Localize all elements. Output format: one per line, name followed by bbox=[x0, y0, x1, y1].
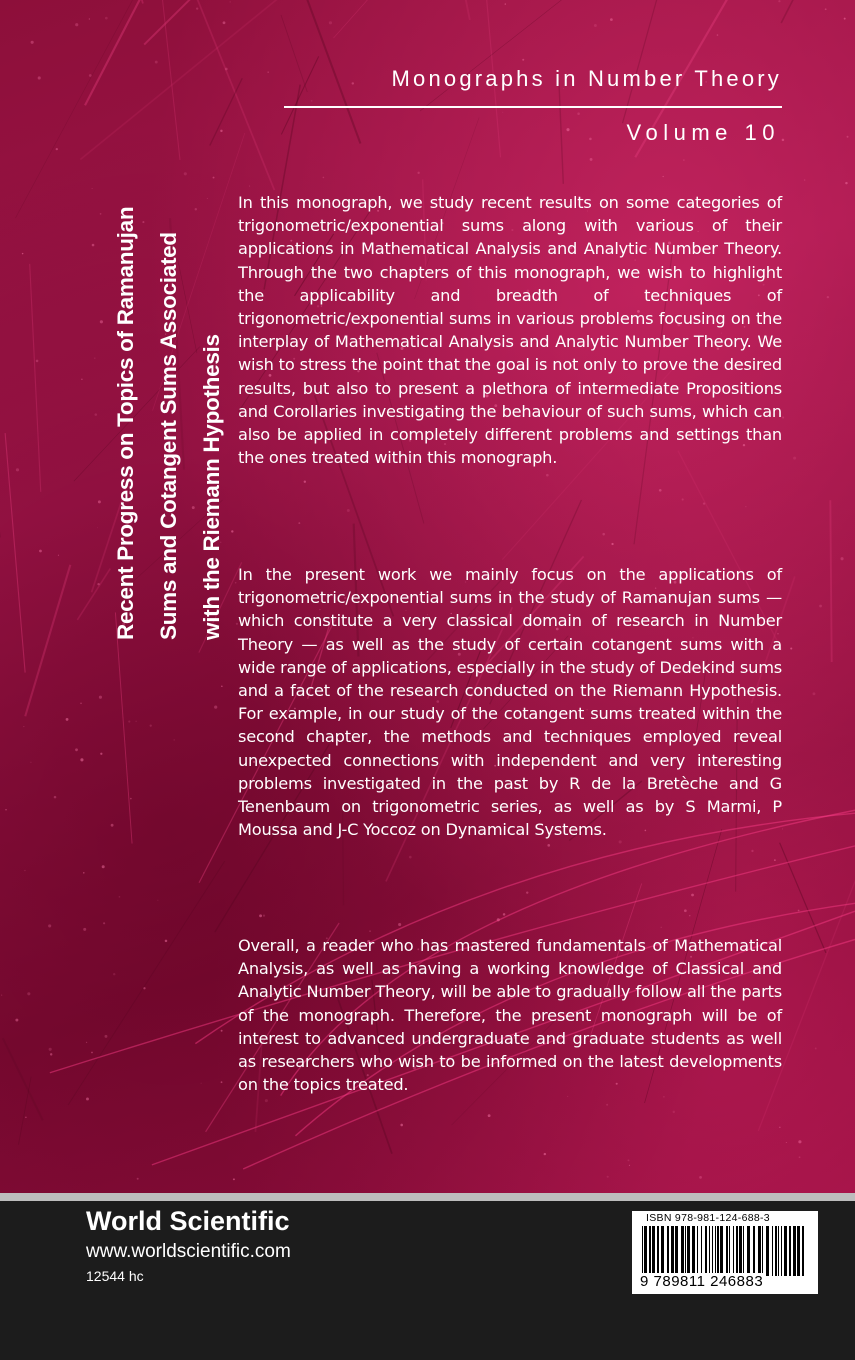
barcode-bar bbox=[784, 1226, 787, 1276]
barcode-bar bbox=[781, 1226, 782, 1276]
texture-speckle bbox=[220, 130, 222, 132]
texture-speckle bbox=[265, 1099, 268, 1102]
texture-speckle bbox=[813, 692, 816, 695]
texture-speckle bbox=[546, 474, 549, 477]
volume-number: Volume 10 bbox=[626, 120, 780, 145]
texture-speckle bbox=[58, 555, 59, 556]
texture-speckle bbox=[717, 34, 719, 36]
texture-speckle bbox=[113, 973, 115, 975]
barcode-bar bbox=[802, 1226, 804, 1276]
texture-streak bbox=[80, 0, 277, 160]
texture-speckle bbox=[663, 1096, 664, 1097]
barcode-bar bbox=[797, 1226, 800, 1276]
texture-speckle bbox=[75, 748, 78, 751]
texture-speckle bbox=[398, 923, 401, 926]
texture-speckle bbox=[544, 1153, 546, 1155]
texture-speckle bbox=[304, 481, 306, 483]
texture-speckle bbox=[825, 8, 827, 10]
texture-speckle bbox=[602, 533, 605, 536]
texture-speckle bbox=[628, 1159, 630, 1161]
texture-speckle bbox=[49, 1048, 52, 1051]
texture-speckle bbox=[577, 112, 580, 115]
texture-speckle bbox=[259, 914, 262, 917]
barcode-bar bbox=[793, 1226, 796, 1276]
barcode-bar bbox=[675, 1226, 678, 1276]
barcode-bar bbox=[671, 1226, 674, 1276]
texture-speckle bbox=[369, 930, 370, 931]
texture-speckle bbox=[54, 796, 57, 799]
texture-speckle bbox=[23, 726, 24, 727]
texture-speckle bbox=[526, 891, 528, 893]
barcode-bar bbox=[789, 1226, 791, 1276]
texture-speckle bbox=[819, 605, 822, 608]
texture-speckle bbox=[97, 527, 98, 528]
barcode-bar bbox=[739, 1226, 742, 1276]
barcode-bars bbox=[640, 1226, 810, 1276]
texture-speckle bbox=[92, 244, 95, 247]
texture-speckle bbox=[111, 824, 114, 827]
texture-speckle bbox=[105, 17, 108, 20]
texture-speckle bbox=[505, 3, 506, 4]
texture-speckle bbox=[81, 379, 83, 381]
barcode-bar bbox=[747, 1226, 750, 1276]
texture-speckle bbox=[263, 915, 265, 917]
barcode-bar bbox=[753, 1226, 755, 1276]
barcode-bar bbox=[729, 1226, 730, 1276]
texture-speckle bbox=[400, 1124, 403, 1127]
barcode-bar bbox=[667, 1226, 669, 1276]
barcode-bar bbox=[709, 1226, 710, 1276]
barcode-bar bbox=[701, 1226, 702, 1276]
texture-speckle bbox=[97, 583, 99, 585]
texture-speckle bbox=[16, 468, 19, 471]
barcode-bar bbox=[661, 1226, 664, 1276]
texture-streak bbox=[210, 78, 242, 145]
texture-speckle bbox=[547, 844, 550, 847]
texture-speckle bbox=[223, 21, 226, 24]
texture-speckle bbox=[235, 582, 237, 584]
texture-speckle bbox=[25, 1117, 26, 1118]
barcode-bar bbox=[772, 1226, 773, 1276]
texture-speckle bbox=[100, 320, 103, 323]
barcode-bar bbox=[766, 1226, 769, 1276]
barcode-bar bbox=[743, 1226, 744, 1276]
texture-speckle bbox=[522, 59, 524, 61]
texture-speckle bbox=[214, 706, 217, 709]
texture-speckle bbox=[100, 753, 102, 755]
series-divider bbox=[284, 106, 782, 108]
texture-speckle bbox=[119, 896, 121, 898]
isbn-label: ISBN 978-981-124-688-3 bbox=[646, 1212, 770, 1224]
texture-speckle bbox=[86, 1042, 87, 1043]
barcode-bar bbox=[717, 1226, 719, 1276]
texture-speckle bbox=[24, 870, 25, 871]
texture-speckle bbox=[799, 1156, 801, 1158]
barcode-bar bbox=[715, 1226, 716, 1276]
texture-streak bbox=[623, 0, 692, 123]
texture-speckle bbox=[778, 0, 780, 2]
texture-speckle bbox=[157, 900, 158, 901]
texture-speckle bbox=[847, 136, 849, 138]
book-title-line-2: Sums and Cotangent Sums Associated bbox=[156, 232, 181, 640]
texture-speckle bbox=[50, 1053, 52, 1055]
texture-speckle bbox=[201, 1083, 202, 1084]
barcode-bar bbox=[758, 1226, 761, 1276]
texture-speckle bbox=[196, 7, 198, 9]
barcode-bar bbox=[712, 1226, 713, 1276]
texture-streak bbox=[436, 0, 469, 20]
texture-speckle bbox=[233, 1178, 235, 1180]
texture-speckle bbox=[89, 74, 92, 77]
blurb-paragraph-2: In the present work we mainly focus on the applications of trigonometric/exponential sums in the study of Ramanujan sums — which constitute a very classical domain of research in Number Theory — as well as the study of certain cotangent sums with a wide range of applications, especially in the study of Dedekind sums and a facet of the research conducted on the Riemann Hypothesis. For example, in our study of the cotangent sums treated within the second chapter, the methods and techniques employed reveal unexpected connections with independent and very interesting problems investigated in the past by R de la Bretèche and G Tenenbaum on trigonometric series, as well as by S Marmi, P Moussa and J-C Yoccoz on Dynamical Systems. bbox=[238, 565, 782, 840]
texture-streak bbox=[3, 1038, 43, 1120]
texture-speckle bbox=[417, 172, 419, 174]
book-title-line-3: with the Riemann Hypothesis bbox=[199, 334, 224, 640]
barcode-bar bbox=[681, 1226, 684, 1276]
texture-speckle bbox=[155, 61, 158, 64]
texture-speckle bbox=[329, 21, 332, 24]
texture-speckle bbox=[311, 100, 313, 102]
series-title: Monographs in Number Theory bbox=[391, 66, 782, 91]
texture-speckle bbox=[221, 1081, 223, 1083]
barcode-bar bbox=[649, 1226, 651, 1276]
texture-speckle bbox=[779, 1127, 780, 1128]
texture-speckle bbox=[102, 865, 105, 868]
texture-speckle bbox=[174, 739, 175, 740]
barcode-bar bbox=[692, 1226, 695, 1276]
texture-speckle bbox=[22, 253, 23, 254]
texture-speckle bbox=[782, 829, 783, 830]
texture-speckle bbox=[95, 413, 98, 416]
texture-streak bbox=[68, 861, 225, 1105]
texture-speckle bbox=[745, 506, 746, 507]
barcode-bar bbox=[726, 1226, 728, 1276]
texture-speckle bbox=[100, 213, 102, 215]
texture-streak bbox=[157, 0, 180, 160]
texture-speckle bbox=[594, 24, 597, 27]
texture-speckle bbox=[607, 1176, 609, 1178]
texture-speckle bbox=[503, 913, 506, 916]
texture-speckle bbox=[774, 859, 776, 861]
blurb-paragraph-1: In this monograph, we study recent results on some categories of trigonometric/exponential sums along with various of their applications in Mathematical Analysis and Analytic Number Theory. Through the two chapters of this monograph, we wish to highlight the applicability and breadth of techniques of trigonometric/exponential sums in various problems focusing on the interplay of Mathematical Analysis and Analytic Number Theory. We wish to stress the point that the goal is not only to prove the desired results, but also to present a plethora of intermediate Propositions and Corollaries investigating the behaviour of such sums, which can also be applied in completely different problems and settings than the ones treated within this monograph. bbox=[238, 193, 782, 468]
barcode bbox=[632, 1211, 818, 1294]
texture-speckle bbox=[268, 71, 269, 72]
texture-speckle bbox=[793, 457, 796, 460]
texture-speckle bbox=[691, 894, 694, 897]
blurb-paragraph-3: Overall, a reader who has mastered fundamentals of Mathematical Analysis, as well as having a working knowledge of Classical and Analytic Number Theory, will be able to gradually follow all the parts of the monograph. Therefore, the present monograph will be of interest to advanced undergraduate and graduate students as well as researchers who wish to be informed on the latest developments on the topics treated. bbox=[238, 936, 782, 1095]
texture-speckle bbox=[611, 543, 613, 545]
texture-speckle bbox=[249, 186, 250, 187]
texture-speckle bbox=[165, 940, 168, 943]
texture-speckle bbox=[790, 647, 792, 649]
barcode-bar bbox=[762, 1226, 763, 1276]
texture-speckle bbox=[409, 856, 412, 859]
texture-speckle bbox=[83, 928, 86, 931]
product-code: 12544 hc bbox=[86, 1268, 144, 1284]
texture-speckle bbox=[128, 720, 130, 722]
barcode-bar bbox=[736, 1226, 738, 1276]
texture-speckle bbox=[606, 1104, 608, 1106]
texture-speckle bbox=[663, 176, 664, 177]
texture-speckle bbox=[221, 685, 223, 687]
texture-speckle bbox=[230, 1, 231, 2]
texture-speckle bbox=[844, 18, 846, 20]
texture-speckle bbox=[684, 909, 687, 912]
texture-speckle bbox=[221, 1030, 223, 1032]
texture-speckle bbox=[150, 724, 152, 726]
texture-speckle bbox=[1, 994, 2, 995]
barcode-bar bbox=[657, 1226, 659, 1276]
texture-speckle bbox=[48, 924, 51, 927]
texture-speckle bbox=[782, 417, 784, 419]
texture-speckle bbox=[66, 718, 69, 721]
barcode-bar bbox=[775, 1226, 777, 1276]
texture-streak bbox=[781, 0, 855, 23]
texture-speckle bbox=[703, 502, 705, 504]
texture-speckle bbox=[136, 721, 137, 722]
texture-speckle bbox=[38, 76, 41, 79]
texture-speckle bbox=[83, 872, 84, 873]
texture-speckle bbox=[827, 296, 829, 298]
texture-speckle bbox=[488, 1114, 491, 1117]
texture-speckle bbox=[5, 809, 6, 810]
texture-speckle bbox=[845, 182, 847, 184]
texture-streak bbox=[18, 1077, 31, 1145]
barcode-bar bbox=[705, 1226, 707, 1276]
texture-streak bbox=[333, 0, 499, 38]
texture-speckle bbox=[683, 160, 684, 161]
texture-speckle bbox=[682, 498, 684, 500]
texture-streak bbox=[420, 0, 567, 111]
texture-speckle bbox=[661, 927, 662, 928]
barcode-bar bbox=[642, 1226, 643, 1276]
texture-speckle bbox=[99, 696, 102, 699]
texture-speckle bbox=[699, 1176, 702, 1179]
texture-speckle bbox=[815, 1048, 817, 1050]
book-title-line-1: Recent Progress on Topics of Ramanujan bbox=[113, 206, 138, 640]
barcode-digits: 9 789811 246883 bbox=[640, 1273, 764, 1290]
texture-speckle bbox=[130, 798, 132, 800]
texture-speckle bbox=[225, 68, 228, 71]
texture-speckle bbox=[673, 1111, 675, 1113]
barcode-bar bbox=[697, 1226, 698, 1276]
barcode-bar bbox=[720, 1226, 723, 1276]
texture-speckle bbox=[94, 358, 95, 359]
texture-streak bbox=[30, 264, 41, 492]
texture-speckle bbox=[323, 177, 325, 179]
texture-speckle bbox=[105, 1035, 108, 1038]
texture-speckle bbox=[92, 188, 93, 189]
texture-speckle bbox=[137, 1178, 139, 1180]
texture-speckle bbox=[86, 1097, 89, 1100]
barcode-bar bbox=[644, 1226, 647, 1276]
texture-streak bbox=[830, 500, 831, 662]
texture-speckle bbox=[689, 915, 690, 916]
texture-streak bbox=[144, 0, 191, 45]
texture-speckle bbox=[143, 987, 145, 989]
texture-streak bbox=[25, 565, 70, 716]
texture-speckle bbox=[610, 18, 613, 21]
texture-speckle bbox=[629, 1165, 630, 1166]
barcode-bar bbox=[652, 1226, 655, 1276]
texture-speckle bbox=[590, 158, 593, 161]
texture-speckle bbox=[98, 500, 101, 503]
texture-speckle bbox=[798, 1140, 801, 1143]
texture-speckle bbox=[15, 1019, 18, 1022]
texture-speckle bbox=[298, 522, 300, 524]
texture-speckle bbox=[89, 18, 90, 19]
texture-speckle bbox=[103, 922, 105, 924]
texture-speckle bbox=[91, 1052, 93, 1054]
texture-speckle bbox=[31, 41, 34, 44]
texture-speckle bbox=[347, 509, 350, 512]
texture-speckle bbox=[80, 703, 82, 705]
texture-speckle bbox=[75, 23, 78, 26]
strip-divider bbox=[0, 1193, 855, 1201]
book-title bbox=[104, 155, 234, 640]
texture-speckle bbox=[786, 1142, 787, 1143]
barcode-bar bbox=[778, 1226, 779, 1276]
barcode-bar bbox=[733, 1226, 734, 1276]
texture-streak bbox=[57, 0, 143, 4]
texture-speckle bbox=[39, 550, 42, 553]
texture-streak bbox=[85, 0, 164, 105]
texture-speckle bbox=[30, 762, 31, 763]
barcode-bar bbox=[687, 1226, 690, 1276]
texture-streak bbox=[5, 433, 25, 672]
texture-speckle bbox=[751, 850, 753, 852]
publisher-website[interactable]: www.worldscientific.com bbox=[86, 1241, 291, 1262]
texture-speckle bbox=[841, 557, 844, 560]
barcode-bar bbox=[685, 1226, 686, 1276]
texture-speckle bbox=[798, 910, 800, 912]
texture-speckle bbox=[36, 360, 39, 363]
publisher-name: World Scientific bbox=[86, 1206, 290, 1236]
texture-speckle bbox=[502, 112, 503, 113]
texture-speckle bbox=[80, 758, 83, 761]
texture-streak bbox=[115, 612, 132, 843]
texture-speckle bbox=[659, 489, 662, 492]
texture-speckle bbox=[782, 139, 785, 142]
texture-speckle bbox=[56, 148, 58, 150]
texture-speckle bbox=[804, 179, 806, 181]
texture-speckle bbox=[27, 992, 30, 995]
